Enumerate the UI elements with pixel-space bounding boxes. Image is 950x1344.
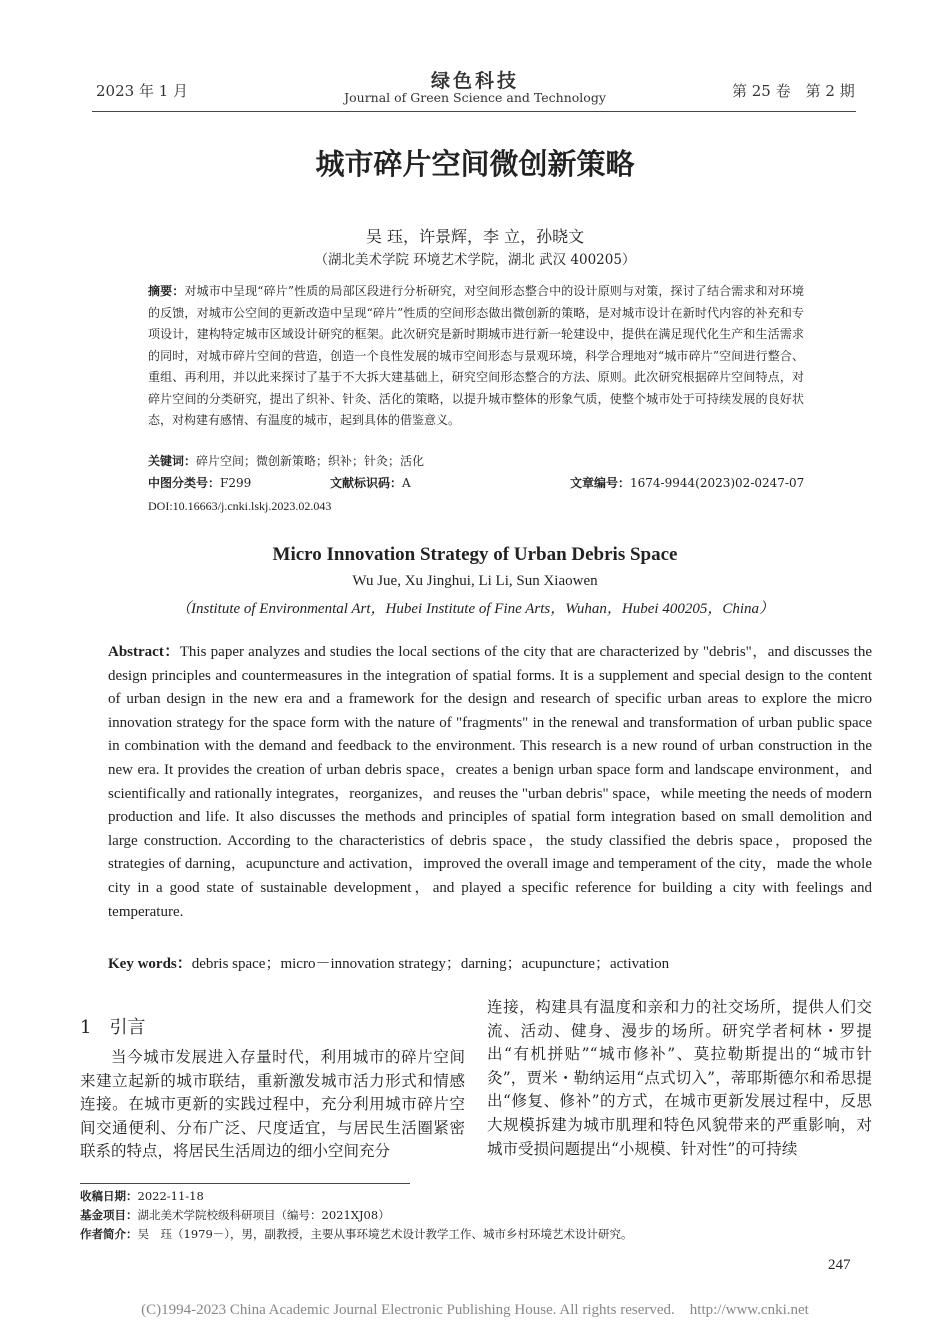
authors-cn: 吴 珏，许景辉，李 立，孙晓文 [365,227,585,246]
article-number [570,474,804,491]
keywords-en-label: Key words： [108,956,192,972]
affiliation-en: （Institute of Environmental Art，Hubei Institute of Fine Arts，Wuhan，Hubei 400205，China） [175,601,775,617]
clc-label: 中图分类号： [148,476,221,490]
article-label: 文章编号： [570,476,631,490]
received-label: 收稿日期： [80,1189,138,1203]
section-heading-introduction: 1 引言 [80,1017,146,1038]
footnote-author [80,1226,633,1242]
authors-en: Wu Jue, Xu Jinghui, Li Li, Sun Xiaowen [352,573,598,589]
abstract-cn [148,281,804,432]
clc-number [148,474,251,491]
paper-title-cn: 城市碎片空间微创新策略 [315,147,635,181]
copyright-notice: (C)1994-2023 China Academic Journal Electronic Publishing House. All rights reserved. http://www.cnki.net [141,1302,809,1318]
abstract-en-label: Abstract： [108,644,180,660]
keywords-cn [148,452,424,469]
received-value: 2022-11-18 [137,1189,204,1203]
header-date: 2023 年 1 月 [96,82,189,100]
keywords-cn-label: 关键词： [148,454,197,468]
journal-name-en: Journal of Green Science and Technology [344,90,606,105]
keywords-cn-text: 碎片空间；微创新策略；织补；针灸；活化 [196,454,425,468]
footnote-received [80,1188,204,1204]
intro-paragraph: 当今城市发展进入存量时代，利用城市的碎片空间来建立起新的城市联结，重新激发城市活力形式和情感连接。在城市更新的实践过程中，充分利用城市碎片空间交通便利、分布广泛、尺度适宜，与居民生活圈紧密联系的特点，将居民生活周边的细小空间充分 [80,1048,465,1161]
doi: DOI:10.16663/j.cnki.lskj.2023.02.043 [148,499,332,513]
body-column-left [80,1046,465,1164]
body-column-right [487,996,872,1161]
abstract-cn-label: 摘要： [148,284,185,298]
journal-logo: 绿色科技 [430,70,519,92]
fund-label: 基金项目： [80,1208,138,1222]
paper-title-en: Micro Innovation Strategy of Urban Debris Space [272,544,678,565]
author-label: 作者简介： [80,1227,138,1241]
doc-value: A [402,476,411,490]
abstract-en [108,641,872,924]
abstract-cn-text: 对城市中呈现“碎片”性质的局部区段进行分析研究，对空间形态整合中的设计原则与对策，探讨了结合需求和对环境的反馈，对城市公空间的更新改造中呈现“碎片”性质的空间形态做出微创新的策略，是对城市设计在新时代内容的补充和专项设计，建构特定城市区域设计研究的框架。此次研究是新时期城市进行新一轮建设中，提供在满足现代化生产和生活需求的同时，对城市碎片空间的营造，创造一个良性发展的城市空间形态与景观环境，科学合理地对“城市碎片”空间进行整合、重组、再利用，并以此来探讨了基于不大拆大建基础上，研究空间形态整合的方法、原则。此次研究根据碎片空间特点，对碎片空间的分类研究，提出了织补、针灸、活化的策略，以提升城市整体的形象气质，使整个城市处于可持续发展的良好状态，对构建有感情、有温度的城市，起到具体的借鉴意义。 [148,284,804,427]
header-divider [92,111,856,112]
clc-value: F299 [220,476,252,490]
page-number: 247 [828,1257,851,1273]
article-value: 1674-9944(2023)02-0247-07 [630,476,805,490]
header-volume: 第 25 卷 第 2 期 [732,82,855,100]
keywords-en [108,952,669,973]
doc-label: 文献标识码： [330,476,403,490]
intro-paragraph-continued: 连接，构建具有温度和亲和力的社交场所，提供人们交流、活动、健身、漫步的场所。研究学者柯林・罗提出“有机拼贴”“城市修补”、莫拉勒斯提出的“城市针灸”，贾米・勒纳运用“点式切入”，蒂耶斯德尔和希思提出“修复、修补”的方式，在城市更新发展过程中，反思大规模拆建为城市肌理和特色风貌带来的严重影响，对城市受损问题提出“小规模、针对性”的可持续 [487,998,872,1158]
doc-code [330,474,411,491]
author-value: 吴 珏（1979－），男，副教授，主要从事环境艺术设计教学工作、城市乡村环境艺术设计研究。 [137,1227,633,1241]
footnote-divider [80,1183,410,1184]
fund-value: 湖北美术学院校级科研项目（编号：2021XJ08） [137,1208,390,1222]
abstract-en-text: This paper analyzes and studies the local sections of the city that are characterized by "debris"，and discusses the design principles and countermeasures in the integration of spatial forms. It is a supplement and special design to the content of urban design in the new era and a framework for the design and research of specific urban areas to explore the micro innovation strategy for the space form with the nature of "fragments" in the renewal and transformation of urban public space in combination with the demand and feedback to the environment. This research is a new round of urban construction in the new era. It provides the creation of urban debris space，creates a benign urban space form and landscape environment，and scientifically and rationally integrates，reorganizes，and reuses the "urban debris" space，while meeting the needs of modern production and life. It also discusses the methods and principles of spatial form integration based on small demolition and large construction. According to the characteristics of debris space，the study classified the debris space，proposed the strategies of darning，acupuncture and activation，improved the overall image and temperament of the city，made the whole city in a good state of sustainable development，and played a specific reference for building a city with feelings and temperature. [108,644,872,920]
footnote-fund [80,1207,390,1223]
keywords-en-text: debris space；micro－innovation strategy；darning；acupuncture；activation [191,956,670,972]
affiliation-cn: （湖北美术学院 环境艺术学院，湖北 武汉 400205） [314,252,636,268]
